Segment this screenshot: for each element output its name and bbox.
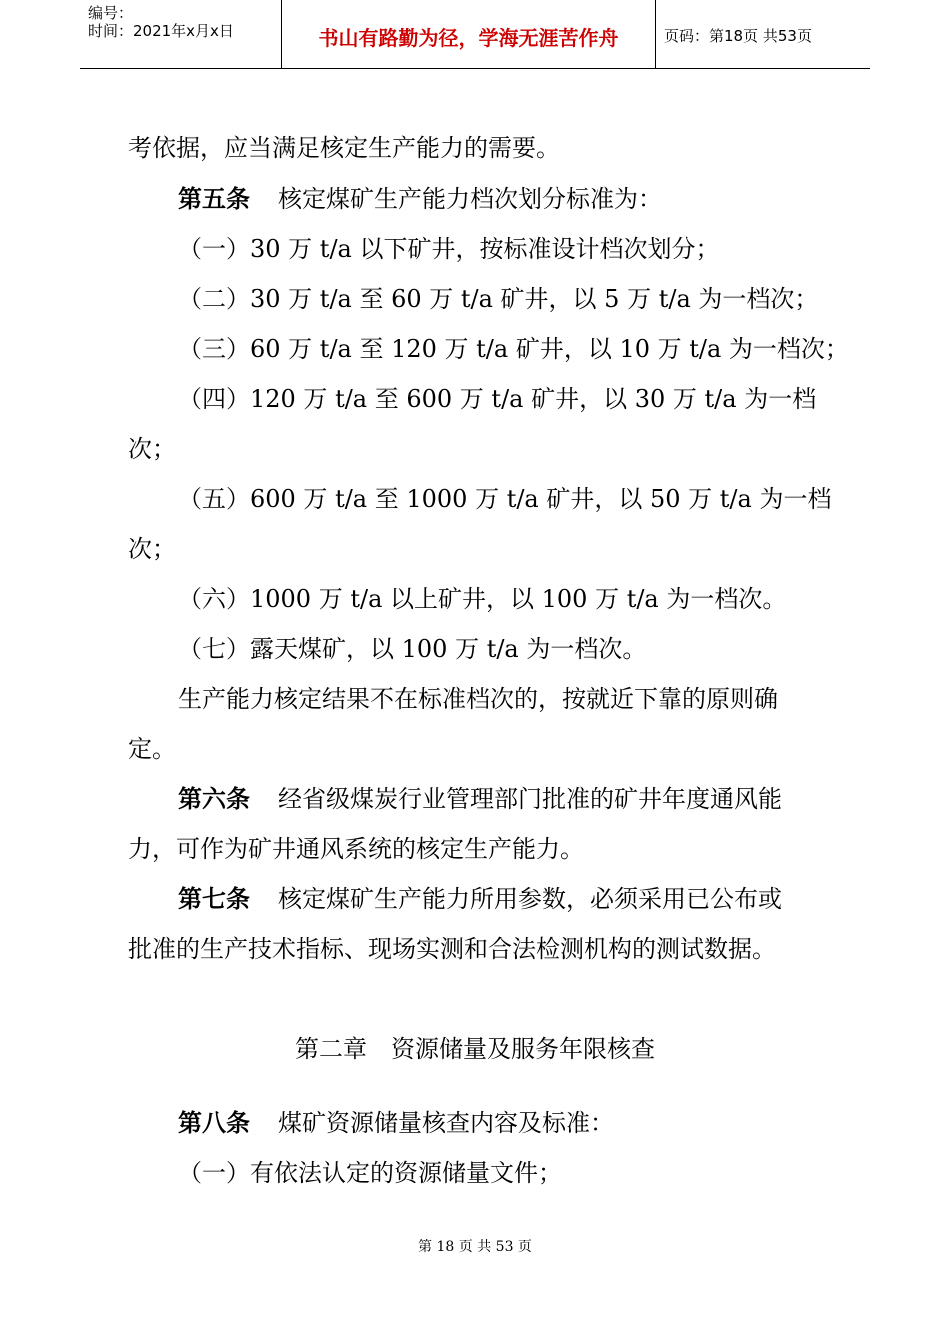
time-label: 时间：2021年x月x日: [88, 22, 234, 40]
article-6-line-2: 力，可作为矿井通风系统的核定生产能力。: [128, 835, 584, 863]
article-5-text: 核定煤矿生产能力档次划分标准为：: [278, 185, 662, 213]
paragraph-line-2: 定。: [128, 735, 176, 763]
item-4-line-1: （四）120 万 t/a 至 600 万 t/a 矿井，以 30 万 t/a 为一档: [178, 385, 817, 413]
article-6-text: 经省级煤炭行业管理部门批准的矿井年度通风能: [278, 785, 782, 813]
chapter-heading: 第二章 资源储量及服务年限核查: [295, 1035, 655, 1063]
article-7-line-2: 批准的生产技术指标、现场实测和合法检测机构的测试数据。: [128, 935, 776, 963]
item-1: （一）30 万 t/a 以下矿井，按标准设计档次划分；: [178, 235, 720, 263]
item-4-line-2: 次；: [128, 435, 176, 463]
header-divider: [80, 68, 870, 69]
article-7-line-1: [178, 884, 782, 914]
item-2: （二）30 万 t/a 至 60 万 t/a 矿井，以 5 万 t/a 为一档次；: [178, 285, 819, 313]
item-5-line-2: 次；: [128, 535, 176, 563]
page-footer: 第 18 页 共 53 页: [418, 1239, 532, 1255]
item-7: （七）露天煤矿，以 100 万 t/a 为一档次。: [178, 635, 647, 663]
article-5-title: 第五条: [178, 185, 250, 213]
body-line-1: 考依据，应当满足核定生产能力的需要。: [128, 134, 560, 162]
article-5: [178, 184, 662, 214]
item-6: （六）1000 万 t/a 以上矿井，以 100 万 t/a 为一档次。: [178, 585, 787, 613]
paragraph-line-1: 生产能力核定结果不在标准档次的，按就近下靠的原则确: [178, 685, 778, 713]
article-6-line-1: [178, 784, 782, 814]
article-7-text: 核定煤矿生产能力所用参数，必须采用已公布或: [278, 885, 782, 913]
header-motto: 书山有路勤为径，学海无涯苦作舟: [318, 26, 619, 50]
header-page-info: 页码：第18页 共53页: [664, 27, 812, 45]
article-6-title: 第六条: [178, 785, 250, 813]
item-5-line-1: （五）600 万 t/a 至 1000 万 t/a 矿井，以 50 万 t/a 为一档: [178, 485, 832, 513]
serial-label: 编号：: [88, 4, 134, 22]
article-8-title: 第八条: [178, 1109, 250, 1137]
article-7-title: 第七条: [178, 885, 250, 913]
article-8-text: 煤矿资源储量核查内容及标准：: [278, 1109, 614, 1137]
article-8-item-1: （一）有依法认定的资源储量文件；: [178, 1159, 562, 1187]
item-3: （三）60 万 t/a 至 120 万 t/a 矿井，以 10 万 t/a 为一档次；: [178, 335, 849, 363]
article-8: [178, 1108, 614, 1138]
